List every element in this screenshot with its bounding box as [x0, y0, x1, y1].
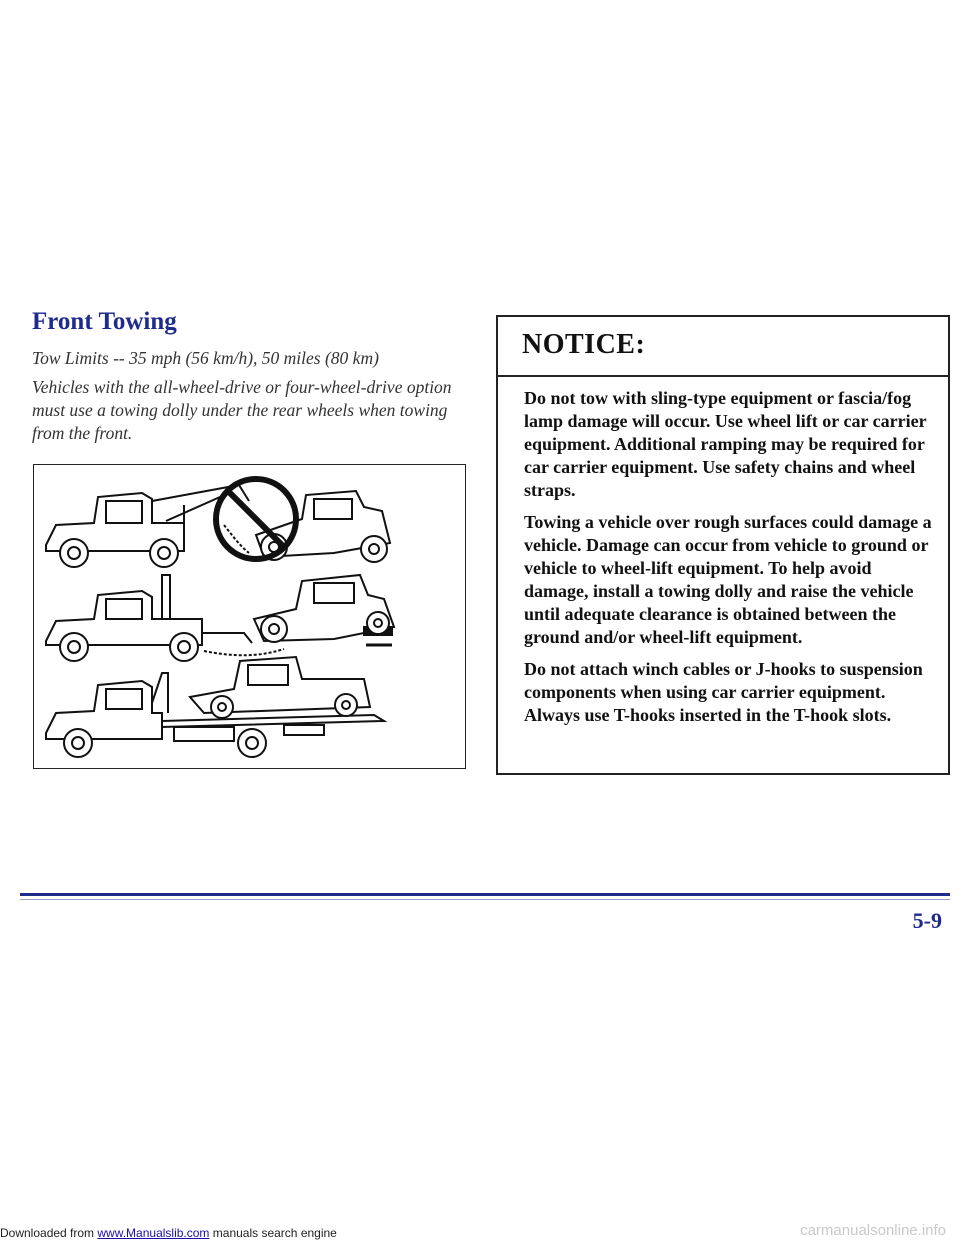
- manualslib-link[interactable]: www.Manualslib.com: [97, 1226, 210, 1240]
- footer-prefix: Downloaded from: [0, 1226, 98, 1240]
- notice-body: [498, 377, 948, 727]
- car-carrier-icon: [46, 657, 384, 757]
- sling-tow-truck-prohibited-icon: [46, 479, 390, 567]
- watermark: carmanualsonline.info: [800, 1222, 946, 1239]
- tow-limits-text: Tow Limits -- 35 mph (56 km/h), 50 miles (80 km): [32, 348, 379, 368]
- notice-paragraph-rough-surfaces: Towing a vehicle over rough surfaces could damage a vehicle. Damage can occur from vehicle to ground or vehicle to wheel-lift equipment. To help avoid damage, install a towing dolly and raise the vehicle until adequate clearance is obtained between the ground and/or wheel-lift equipment.: [524, 512, 932, 647]
- page-number: 5-9: [912, 908, 942, 933]
- notice-paragraph-winch-cables: Do not attach winch cables or J-hooks to suspension components when using car carrier equipment. Always use T-hooks inserted in the T-hook slots.: [524, 659, 923, 725]
- footer-suffix: manuals search engine: [209, 1226, 337, 1240]
- awd-dolly-note: Vehicles with the all-wheel-drive or four-wheel-drive option must use a towing dolly under the rear wheels when towing from the front.: [32, 377, 452, 443]
- notice-paragraph-sling: Do not tow with sling-type equipment or fascia/fog lamp damage will occur. Use wheel lift or car carrier equipment. Additional ramping may be required for car carrier equipment. Use safety chains and wheel straps.: [524, 388, 927, 500]
- download-footer: [0, 1226, 337, 1240]
- wheel-lift-with-dolly-icon: [46, 575, 394, 661]
- towing-illustration: [33, 464, 466, 769]
- page-rule-thin: [20, 899, 950, 900]
- notice-box: [496, 315, 950, 775]
- notice-heading: NOTICE:: [498, 317, 948, 377]
- section-title: Front Towing: [32, 308, 177, 335]
- page-rule: [20, 893, 950, 896]
